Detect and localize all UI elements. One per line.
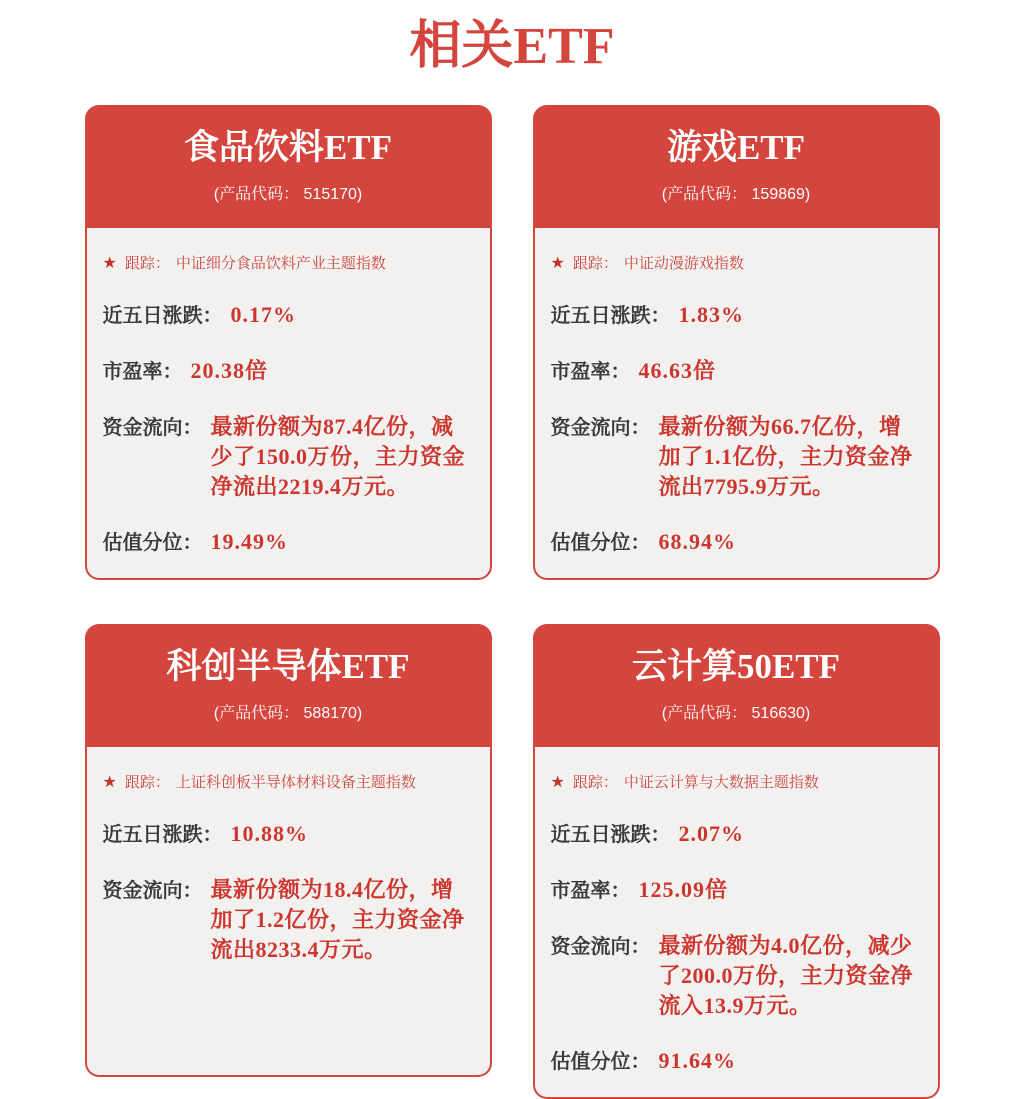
valuation-percentile-value: 19.49%: [210, 528, 288, 554]
etf-name: 云计算50ETF: [631, 647, 841, 687]
star-icon: ★: [550, 255, 565, 272]
five-day-change-value: 0.17%: [230, 301, 296, 327]
pe-ratio-value: 46.63倍: [638, 357, 717, 383]
track-label: 跟踪：: [124, 255, 170, 272]
track-index-name: 上证科创板半导体材料设备主题指数: [175, 773, 416, 791]
fund-flow-value: 最新份额为18.4亿份，增加了1.2亿份，主力资金净流出8233.4万元。: [210, 876, 465, 962]
five-day-change-value: 1.83%: [678, 301, 744, 327]
five-day-change-label: 近五日涨跌：: [550, 823, 671, 846]
fund-flow-value: 最新份额为87.4亿份，减少了150.0万份，主力资金净流出2219.4万元。: [210, 413, 466, 499]
fund-flow-label: 资金流向：: [102, 879, 203, 902]
etf-card: [85, 105, 492, 580]
etf-card-body: [533, 747, 940, 1099]
etf-card: [533, 624, 940, 1099]
track-index-row: [551, 773, 922, 794]
valuation-percentile-value: 91.64%: [658, 1047, 736, 1073]
track-index-row: [103, 254, 474, 275]
pe-ratio-label: 市盈率：: [102, 360, 183, 383]
five-day-change-row: [103, 300, 474, 331]
etf-product-code: (产品代码： 159869): [661, 185, 811, 203]
etf-card-header: [533, 624, 940, 747]
five-day-change-row: [103, 819, 474, 850]
valuation-percentile-label: 估值分位：: [550, 1050, 651, 1073]
etf-card-header: [85, 624, 492, 747]
fund-flow-label: 资金流向：: [550, 935, 651, 958]
pe-ratio-row: [103, 356, 474, 387]
etf-name: 科创半导体ETF: [166, 647, 410, 687]
valuation-percentile-value: 68.94%: [658, 528, 736, 554]
five-day-change-label: 近五日涨跌：: [102, 823, 223, 846]
etf-name: 食品饮料ETF: [183, 128, 393, 168]
pe-ratio-value: 20.38倍: [190, 357, 269, 383]
etf-product-code: (产品代码： 515170): [213, 185, 363, 203]
pe-ratio-label: 市盈率：: [550, 360, 631, 383]
etf-card: [85, 624, 492, 1099]
etf-cards-grid: [85, 105, 940, 1099]
five-day-change-value: 10.88%: [230, 820, 308, 846]
track-label: 跟踪：: [572, 773, 618, 791]
fund-flow-label: 资金流向：: [102, 416, 203, 439]
etf-card-body: [85, 747, 492, 1077]
fund-flow-row: [551, 931, 922, 1021]
fund-flow-row: [551, 412, 922, 502]
valuation-percentile-row: [103, 527, 474, 558]
fund-flow-row: [103, 875, 474, 965]
track-index-row: [103, 773, 474, 794]
star-icon: ★: [102, 255, 117, 272]
star-icon: ★: [550, 773, 565, 791]
five-day-change-label: 近五日涨跌：: [550, 304, 671, 327]
pe-ratio-row: [551, 356, 922, 387]
page-title: 相关ETF: [409, 18, 615, 75]
pe-ratio-value: 125.09倍: [638, 876, 729, 902]
etf-card-header: [85, 105, 492, 228]
five-day-change-row: [551, 819, 922, 850]
etf-product-code: (产品代码： 588170): [213, 704, 363, 722]
track-label: 跟踪：: [572, 255, 618, 272]
track-label: 跟踪：: [124, 773, 170, 791]
five-day-change-label: 近五日涨跌：: [102, 304, 223, 327]
five-day-change-row: [551, 300, 922, 331]
valuation-percentile-label: 估值分位：: [102, 531, 203, 554]
fund-flow-value: 最新份额为66.7亿份，增加了1.1亿份，主力资金净流出7795.9万元。: [658, 413, 913, 499]
related-etf-infographic: [0, 14, 1024, 1099]
valuation-percentile-row: [551, 1046, 922, 1077]
etf-card: [533, 105, 940, 580]
etf-product-code: (产品代码： 516630): [661, 704, 811, 722]
track-index-name: 中证细分食品饮料产业主题指数: [175, 255, 386, 272]
five-day-change-value: 2.07%: [678, 820, 744, 846]
etf-card-header: [533, 105, 940, 228]
pe-ratio-row: [551, 875, 922, 906]
track-index-row: [551, 254, 922, 275]
star-icon: ★: [102, 773, 117, 791]
track-index-name: 中证云计算与大数据主题指数: [623, 773, 819, 791]
pe-ratio-label: 市盈率：: [550, 879, 631, 902]
fund-flow-label: 资金流向：: [550, 416, 651, 439]
etf-card-body: [533, 228, 940, 580]
fund-flow-value: 最新份额为4.0亿份，减少了200.0万份，主力资金净流入13.9万元。: [658, 932, 914, 1018]
valuation-percentile-label: 估值分位：: [550, 531, 651, 554]
etf-name: 游戏ETF: [666, 128, 806, 168]
track-index-name: 中证动漫游戏指数: [623, 255, 744, 272]
valuation-percentile-row: [551, 527, 922, 558]
fund-flow-row: [103, 412, 474, 502]
etf-card-body: [85, 228, 492, 580]
